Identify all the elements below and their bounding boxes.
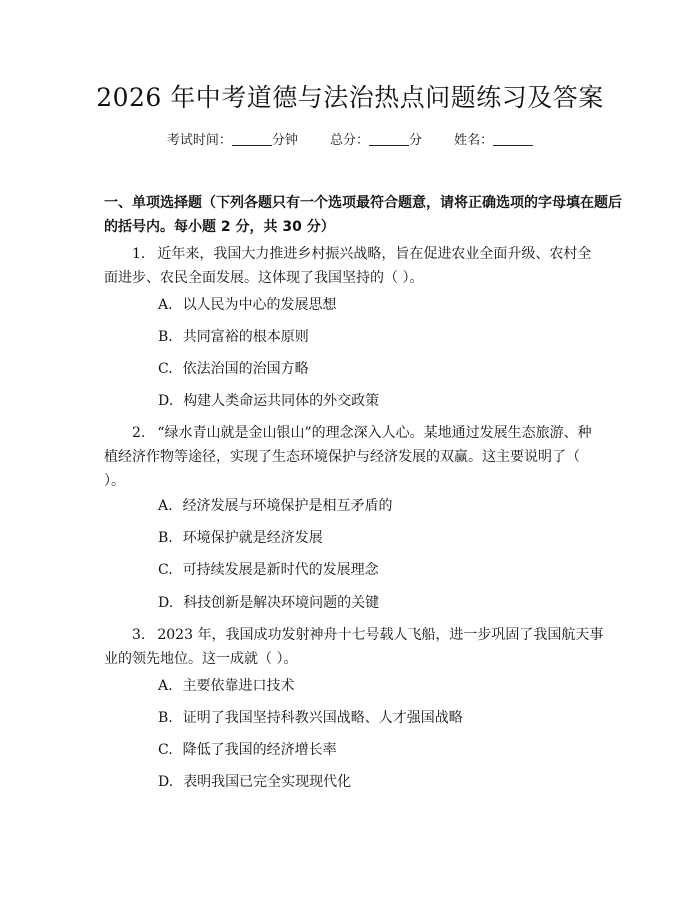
option-letter: D. [158,774,174,790]
question-3-option-d [158,772,351,792]
question-number: 1. [132,246,146,262]
question-text: 2023 年，我国成功发射神舟十七号载人飞船，进一步巩固了我国航天事业的领先地位。这一成就（ ）。 [104,627,604,667]
option-letter: B. [158,530,173,546]
option-letter: D. [158,393,174,409]
question-number: 2. [132,425,146,441]
question-3-option-c [158,740,337,760]
option-letter: A. [158,498,173,514]
option-text: 科技创新是解决环境问题的关键 [183,595,380,611]
option-letter: D. [158,595,174,611]
option-letter: A. [158,678,173,694]
question-3 [104,623,604,671]
option-text: 可持续发展是新时代的发展理念 [182,562,379,578]
option-text: 共同富裕的根本原则 [182,329,309,345]
question-1 [104,242,604,290]
question-2-option-a [158,496,393,516]
option-text: 表明我国已完全实现现代化 [183,774,352,790]
question-number: 3. [132,627,146,643]
option-text: 以人民为中心的发展思想 [182,297,337,313]
total-score-blank [369,131,409,146]
exam-time-field [167,133,302,148]
question-2 [104,421,604,493]
exam-time-blank [232,131,272,146]
option-letter: C. [158,361,173,377]
student-name-blank [493,131,533,146]
student-name-field [454,133,533,148]
option-letter: C. [158,562,173,578]
total-score-field [330,133,426,148]
question-1-option-c [158,359,309,379]
exam-time-label: 考试时间： [166,133,232,148]
question-3-option-a [158,676,295,696]
exam-time-unit: 分钟 [271,133,298,148]
option-text: 环境保护就是经济发展 [182,530,323,546]
option-text: 主要依靠进口技术 [182,678,295,694]
option-letter: A. [158,297,173,313]
option-letter: C. [158,742,173,758]
option-text: 依法治国的治国方略 [182,361,309,377]
question-2-option-c [158,560,379,580]
question-text: “绿水青山就是金山银山”的理念深入人心。某地通过发展生态旅游、种植经济作物等途径，实现了生态环境保护与经济发展的双赢。这主要说明了（ ）。 [104,425,592,489]
section-heading: 一、单项选择题（下列各题只有一个选项最符合题意，请将正确选项的字母填在题后的括号内。每小题 2 分，共 30 分） [104,195,622,235]
total-score-label: 总分： [329,133,369,148]
question-1-option-b [158,327,309,347]
student-name-label: 姓名： [454,133,494,148]
total-score-unit: 分 [409,133,423,148]
option-text: 构建人类命运共同体的外交政策 [183,393,380,409]
question-1-option-a [158,295,337,315]
document-title: 2026 年中考道德与法治热点问题练习及答案 [96,83,604,112]
question-text: 近年来，我国大力推进乡村振兴战略，旨在促进农业全面升级、农村全面进步、农民全面发展。这体现了我国坚持的（ ）。 [104,246,592,286]
exam-meta-line [0,131,700,151]
question-2-option-b [158,528,323,548]
option-text: 降低了我国的经济增长率 [182,742,337,758]
question-2-option-d [158,593,379,613]
option-letter: B. [158,710,173,726]
option-text: 证明了我国坚持科教兴国战略、人才强国战略 [182,710,463,726]
question-3-option-b [158,708,463,728]
option-text: 经济发展与环境保护是相互矛盾的 [182,498,393,514]
option-letter: B. [158,329,173,345]
question-1-option-d [158,391,379,411]
